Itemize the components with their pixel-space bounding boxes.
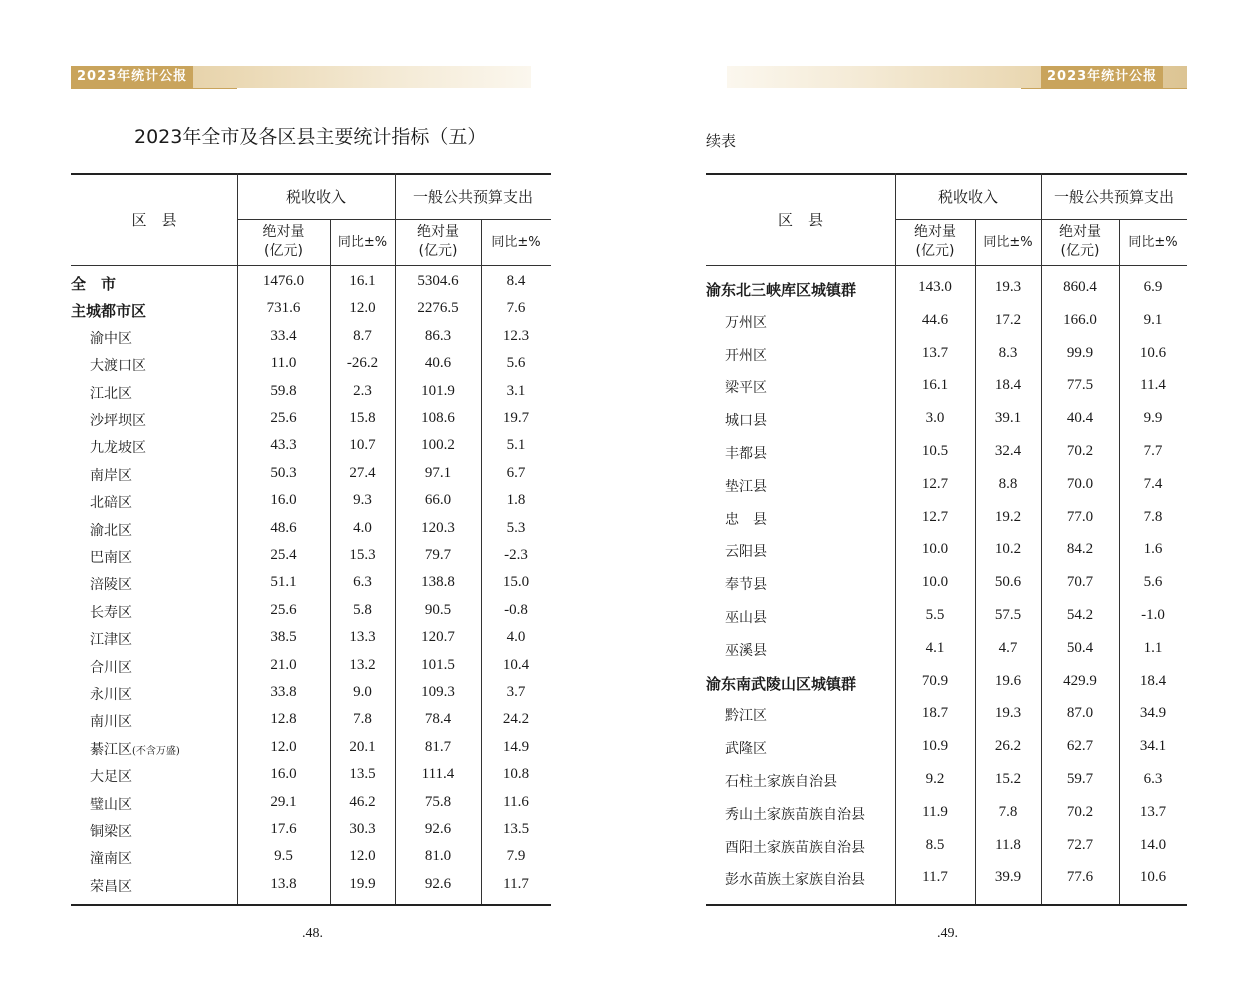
- header-mid-rule: [237, 219, 551, 220]
- table-cell: 13.3: [349, 629, 376, 646]
- header-budget: 一般公共预算支出: [412, 188, 533, 206]
- table-cell: -26.2: [346, 355, 379, 372]
- table-cell: 70.9: [921, 672, 949, 689]
- table-cell: 13.2: [349, 656, 376, 673]
- table-cell: 16.1: [349, 273, 376, 289]
- row-label-note: (不含万盛): [132, 745, 180, 757]
- table-cell: 12.7: [921, 475, 949, 492]
- table-cell: 75.8: [424, 793, 452, 810]
- table-cell: 39.1: [994, 410, 1022, 427]
- table-cell: 100.2: [421, 437, 455, 454]
- table-cell: 6.3: [1143, 771, 1163, 787]
- row-label: 铜梁区: [90, 824, 132, 840]
- header-tax: 税收收入: [937, 188, 998, 206]
- header-bottom-rule: [71, 265, 551, 266]
- table-cell: 50.6: [994, 574, 1022, 591]
- table-cell: 77.5: [1066, 377, 1094, 394]
- table-cell: 10.0: [921, 574, 949, 591]
- table-cell: 11.9: [922, 803, 948, 820]
- table-cell: 860.4: [1063, 279, 1097, 295]
- row-label: 渝中区: [90, 330, 132, 347]
- table-cell: 16.0: [270, 766, 297, 783]
- header-budget-unit: (亿元): [418, 243, 458, 259]
- table-cell: 9.1: [1143, 311, 1163, 328]
- table-cell: 5.1: [506, 437, 526, 454]
- table-cell: 19.9: [349, 875, 376, 892]
- table-cell: 87.0: [1066, 705, 1094, 722]
- table-cell: 15.3: [349, 547, 376, 563]
- table-cell: 13.8: [270, 875, 297, 892]
- header-district: 区 县: [131, 211, 177, 229]
- header-budget-yoy: 同比±%: [491, 235, 541, 250]
- table-cell: 12.8: [270, 711, 297, 728]
- table-cell: 4.1: [925, 639, 945, 656]
- table-cell: 108.6: [421, 410, 455, 426]
- table-cell: 101.9: [421, 382, 455, 399]
- table-cell: 33.8: [270, 684, 297, 700]
- table-cell: 70.2: [1066, 443, 1094, 459]
- table-cell: 109.3: [421, 684, 455, 700]
- table-cell: 731.6: [266, 300, 301, 317]
- table-cell: 72.7: [1066, 836, 1094, 853]
- table-cell: 8.5: [925, 836, 945, 853]
- table-cell: 4.7: [998, 639, 1018, 656]
- page-number-left: .48.: [302, 926, 323, 941]
- row-label: 渝东南武陵山区城镇群: [706, 674, 857, 693]
- table-cell: 25.6: [270, 410, 297, 426]
- page-title: 2023年全市及各区县主要统计指标（五）: [134, 126, 487, 148]
- header-tax-abs: 绝对量: [914, 224, 956, 240]
- table-cell: 15.8: [349, 410, 376, 426]
- table-cell: 59.7: [1066, 771, 1094, 787]
- table-cell: 5.8: [353, 601, 372, 618]
- row-label: 忠 县: [725, 511, 767, 528]
- table-cell: 11.7: [503, 875, 529, 892]
- row-label: 巴南区: [90, 550, 132, 566]
- row-label: 城口县: [725, 413, 767, 430]
- table-cell: 25.6: [270, 601, 297, 618]
- table-cell: 138.8: [421, 574, 455, 591]
- table-cell: 54.2: [1066, 607, 1094, 623]
- row-label: 涪陵区: [90, 577, 132, 594]
- table-cell: 9.0: [353, 684, 372, 700]
- table-cell: 3.1: [506, 382, 526, 399]
- table-cell: 12.0: [349, 848, 376, 865]
- table-cell: 14.9: [502, 738, 530, 755]
- table-top-rule: [706, 173, 1187, 175]
- header-band-label-right: 2023年统计公报: [1041, 66, 1163, 88]
- table-cell: 12.0: [270, 738, 297, 755]
- table-cell: 77.0: [1066, 508, 1094, 525]
- table-cell: 1.1: [1143, 639, 1163, 656]
- table-cell: 20.1: [349, 738, 376, 755]
- row-label: 奉节县: [725, 577, 767, 594]
- table-cell: 27.4: [349, 464, 376, 481]
- row-label: 合川区: [90, 659, 132, 676]
- row-label: 巫山县: [725, 610, 767, 626]
- table-cell: 33.4: [270, 327, 297, 344]
- table-cell: 77.6: [1066, 869, 1094, 886]
- table-cell: 18.7: [921, 705, 949, 722]
- table-cell: 70.2: [1066, 803, 1094, 820]
- row-label: 南川区: [90, 714, 132, 731]
- row-label: 大足区: [90, 769, 132, 786]
- table-cell: 120.3: [421, 519, 455, 536]
- table-cell: 16.1: [921, 377, 949, 394]
- table-cell: 50.4: [1066, 639, 1094, 656]
- table-cell: 11.0: [270, 355, 297, 372]
- row-label: 丰都县: [725, 446, 767, 462]
- row-label: 渝北区: [90, 522, 132, 539]
- table-cell: 40.4: [1066, 410, 1094, 427]
- table-cell: 10.8: [502, 766, 530, 783]
- table-cell: 7.8: [353, 711, 372, 728]
- row-label: 永川区: [90, 687, 132, 703]
- row-label: 璧山区: [90, 796, 132, 813]
- table-cell: 25.4: [270, 547, 297, 563]
- table-cell: 10.9: [921, 738, 949, 755]
- row-label: 秀山土家族苗族自治县: [725, 806, 865, 823]
- row-label: 沙坪坝区: [90, 413, 146, 429]
- table-cell: 92.6: [424, 875, 452, 892]
- header-budget-abs: 绝对量: [1059, 224, 1101, 240]
- table-cell: 6.7: [506, 464, 526, 481]
- table-cell: 39.9: [994, 869, 1022, 886]
- row-label: 渝东北三峡库区城镇群: [706, 281, 857, 299]
- header-district: 区 县: [777, 211, 823, 229]
- row-label: 荣昌区: [90, 878, 132, 895]
- table-cell: -2.3: [504, 547, 528, 563]
- table-cell: 92.6: [424, 821, 452, 837]
- row-label: 酉阳土家族苗族自治县: [725, 839, 865, 856]
- table-cell: 79.7: [424, 547, 452, 563]
- table-cell: 8.3: [998, 344, 1018, 361]
- table-top-rule: [71, 173, 551, 175]
- table-cell: 15.0: [502, 574, 530, 591]
- table-cell: 6.9: [1143, 279, 1163, 295]
- row-label: 垫江县: [725, 478, 767, 495]
- table-cell: 21.0: [270, 656, 297, 673]
- table-cell: 51.1: [270, 574, 297, 591]
- table-cell: 12.0: [349, 300, 376, 317]
- row-label: 江津区: [90, 632, 132, 649]
- row-label: 云阳县: [725, 544, 767, 561]
- table-cell: 3.0: [925, 410, 945, 427]
- table-cell: 7.7: [1143, 443, 1163, 459]
- table-cell: 10.4: [502, 656, 530, 673]
- table-cell: 32.4: [994, 443, 1022, 459]
- row-label: 潼南区: [90, 851, 132, 868]
- row-label: 南岸区: [90, 467, 132, 484]
- table-cell: 7.8: [1143, 508, 1163, 525]
- table-cell: 12.3: [502, 327, 530, 344]
- table-cell: 19.3: [994, 279, 1022, 295]
- table-cell: 9.3: [353, 492, 372, 509]
- continued-label: 续表: [706, 132, 737, 150]
- table-cell: 10.5: [921, 443, 949, 459]
- header-underline-right: [1021, 88, 1187, 89]
- header-underline-left: [71, 88, 237, 89]
- table-cell: 44.6: [921, 311, 949, 328]
- header-tax-unit: (亿元): [915, 243, 955, 259]
- table-cell: 48.6: [270, 519, 297, 536]
- table-cell: 7.4: [1143, 475, 1163, 492]
- table-cell: 4.0: [506, 629, 526, 646]
- table-cell: 84.2: [1066, 541, 1094, 558]
- table-cell: 166.0: [1063, 311, 1097, 328]
- header-budget-abs: 绝对量: [417, 224, 459, 240]
- table-cell: 8.8: [998, 475, 1018, 492]
- table-cell: 9.9: [1143, 410, 1163, 427]
- table-cell: 13.7: [1139, 803, 1167, 820]
- row-label: 黔江区: [725, 708, 767, 725]
- table-cell: 8.7: [353, 327, 372, 344]
- row-label: 万州区: [725, 314, 767, 331]
- table-cell: 5.6: [1143, 574, 1163, 591]
- row-label: 全 市: [71, 275, 117, 293]
- row-label: 主城都市区: [71, 302, 147, 321]
- table-cell: 10.7: [349, 437, 376, 454]
- header-budget: 一般公共预算支出: [1053, 188, 1174, 206]
- table-bottom-rule: [706, 904, 1187, 906]
- table-cell: 29.1: [270, 793, 297, 810]
- table-cell: 70.0: [1066, 475, 1094, 492]
- table-cell: 10.6: [1139, 344, 1167, 361]
- table-cell: 46.2: [349, 793, 376, 810]
- row-label: 北碚区: [90, 495, 132, 512]
- table-cell: 7.6: [506, 300, 526, 317]
- table-bottom-rule: [71, 904, 551, 906]
- header-tax-yoy: 同比±%: [337, 235, 388, 250]
- table-cell: 86.3: [424, 327, 452, 344]
- table-cell: 19.7: [502, 410, 530, 426]
- row-label: 大渡口区: [90, 358, 146, 375]
- row-label: 彭水苗族土家族自治县: [725, 872, 865, 889]
- table-cell: 16.0: [270, 492, 297, 509]
- table-cell: 17.6: [270, 821, 297, 837]
- table-cell: 7.9: [506, 848, 526, 865]
- table-cell: 9.2: [925, 771, 945, 787]
- table-cell: 5.3: [506, 519, 526, 536]
- table-cell: 13.7: [921, 344, 949, 361]
- table-cell: 14.0: [1139, 836, 1167, 853]
- header-tax-yoy: 同比±%: [983, 235, 1033, 250]
- table-cell: 6.3: [353, 574, 372, 591]
- table-cell: 59.8: [270, 382, 297, 399]
- table-cell: 24.2: [502, 711, 530, 728]
- table-cell: 70.7: [1066, 574, 1094, 591]
- table-cell: 120.7: [421, 629, 455, 646]
- table-cell: 11.4: [1140, 377, 1166, 394]
- table-cell: 30.3: [349, 821, 376, 837]
- header-tax: 税收收入: [285, 188, 346, 206]
- table-cell: 111.4: [421, 766, 455, 783]
- table-cell: 13.5: [502, 821, 530, 837]
- table-cell: 11.6: [503, 793, 529, 810]
- header-tax-unit: (亿元): [264, 243, 303, 259]
- table-cell: 11.8: [995, 836, 1021, 853]
- table-cell: 8.4: [506, 273, 526, 289]
- table-cell: 17.2: [994, 311, 1022, 328]
- table-cell: 1476.0: [262, 273, 305, 289]
- row-label: 梁平区: [725, 380, 767, 397]
- table-cell: 50.3: [270, 464, 297, 481]
- table-cell: 5.5: [925, 607, 945, 623]
- table-cell: 429.9: [1063, 672, 1097, 689]
- header-budget-yoy: 同比±%: [1128, 235, 1178, 250]
- header-budget-unit: (亿元): [1060, 243, 1100, 259]
- table-cell: 43.3: [270, 437, 297, 454]
- table-cell: 34.1: [1139, 738, 1167, 755]
- table-cell: 18.4: [1139, 672, 1167, 689]
- table-cell: 81.7: [424, 738, 452, 755]
- row-label: 綦江区(不含万盛): [90, 741, 180, 758]
- row-label: 九龙坡区: [90, 440, 146, 457]
- table-cell: 3.7: [506, 684, 526, 700]
- table-cell: 7.8: [998, 803, 1018, 820]
- table-cell: 1.8: [506, 492, 526, 509]
- table-cell: 1.6: [1143, 541, 1163, 558]
- table-cell: 101.5: [421, 656, 455, 673]
- table-cell: 10.0: [921, 541, 949, 558]
- table-cell: -0.8: [504, 601, 528, 618]
- table-cell: 97.1: [424, 464, 452, 481]
- table-cell: -1.0: [1141, 607, 1165, 623]
- row-label: 石柱土家族自治县: [725, 774, 837, 790]
- table-cell: 19.3: [994, 705, 1022, 722]
- table-cell: 90.5: [424, 601, 452, 618]
- table-cell: 62.7: [1066, 738, 1094, 755]
- table-cell: 34.9: [1139, 705, 1167, 722]
- table-cell: 15.2: [994, 771, 1022, 787]
- row-label: 江北区: [90, 385, 132, 402]
- table-cell: 40.6: [424, 355, 452, 372]
- table-cell: 11.7: [922, 869, 948, 886]
- table-cell: 57.5: [994, 607, 1022, 623]
- table-cell: 143.0: [918, 279, 952, 295]
- table-cell: 13.5: [349, 766, 376, 783]
- header-band-label-left: 2023年统计公报: [71, 66, 193, 88]
- header-bottom-rule: [706, 265, 1187, 266]
- table-cell: 2.3: [353, 382, 372, 399]
- table-cell: 9.5: [274, 848, 293, 865]
- table-cell: 26.2: [994, 738, 1022, 755]
- table-cell: 19.2: [994, 508, 1022, 525]
- table-cell: 5.6: [506, 355, 526, 372]
- table-cell: 78.4: [424, 711, 452, 728]
- table-cell: 2276.5: [417, 300, 459, 317]
- row-label: 武隆区: [725, 741, 767, 758]
- page-number-right: .49.: [937, 926, 958, 941]
- table-cell: 4.0: [353, 519, 372, 536]
- table-cell: 18.4: [994, 377, 1022, 394]
- table-cell: 19.6: [994, 672, 1022, 689]
- table-cell: 99.9: [1066, 344, 1094, 361]
- table-cell: 5304.6: [417, 273, 459, 289]
- table-cell: 10.6: [1139, 869, 1167, 886]
- table-cell: 66.0: [424, 492, 452, 509]
- table-cell: 38.5: [270, 629, 297, 646]
- row-label: 长寿区: [90, 604, 132, 621]
- row-label: 巫溪县: [725, 642, 767, 659]
- row-label: 开州区: [725, 347, 767, 364]
- table-cell: 12.7: [921, 508, 949, 525]
- table-cell: 81.0: [424, 848, 452, 865]
- header-tax-abs: 绝对量: [262, 224, 305, 240]
- table-cell: 10.2: [994, 541, 1022, 558]
